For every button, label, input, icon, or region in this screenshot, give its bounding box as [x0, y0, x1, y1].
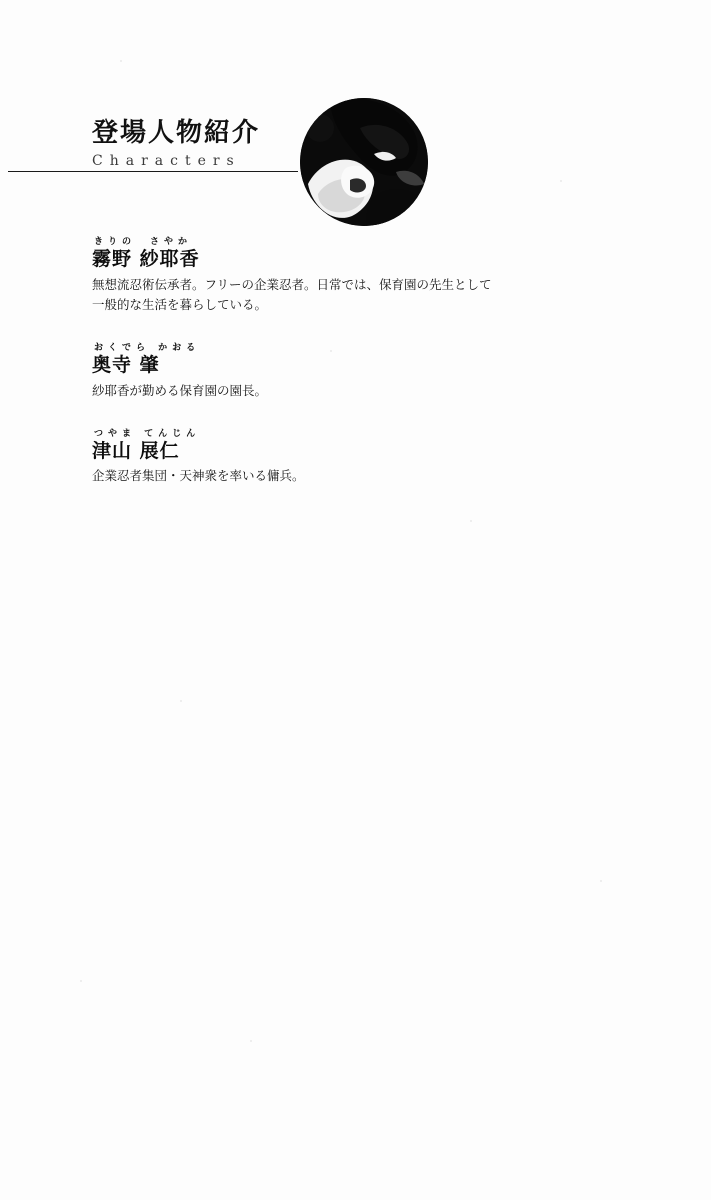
description-line: 企業忍者集団・天神衆を率いる傭兵。	[92, 468, 305, 484]
description-line: 紗耶香が勤める保育園の園長。	[92, 382, 268, 398]
character-description	[92, 381, 552, 402]
paper-speckle	[80, 980, 82, 982]
character-entry	[92, 342, 592, 401]
character-name: 津山 展仁	[92, 439, 180, 462]
character-description	[92, 466, 552, 487]
character-furigana: つやま てんじん	[94, 428, 201, 439]
paper-speckle	[250, 1040, 252, 1042]
page-title-japanese: 登場人物紹介	[92, 118, 261, 148]
character-portrait	[300, 98, 428, 226]
portrait-artwork-icon	[300, 98, 428, 226]
character-description	[92, 275, 552, 316]
paper-speckle	[180, 700, 182, 702]
character-entry	[92, 428, 592, 487]
character-name: 奥寺 肇	[92, 354, 160, 377]
title-block	[92, 120, 302, 169]
description-line: 一般的な生活を暮らしている。	[92, 297, 268, 313]
paper-speckle	[120, 60, 122, 62]
paper-speckle	[470, 520, 472, 522]
description-line: 無想流忍術伝承者。フリーの企業忍者。日常では、保育園の先生として	[92, 276, 492, 292]
paper-speckle	[600, 880, 602, 882]
character-name: 霧野 紗耶香	[92, 248, 200, 270]
page-title-english: Characters	[92, 153, 241, 170]
character-furigana: おくでら かおる	[94, 343, 201, 354]
header-divider-rule	[8, 171, 298, 172]
character-entry	[92, 236, 592, 316]
character-list	[92, 236, 592, 513]
character-furigana: きりの さやか	[94, 237, 193, 247]
